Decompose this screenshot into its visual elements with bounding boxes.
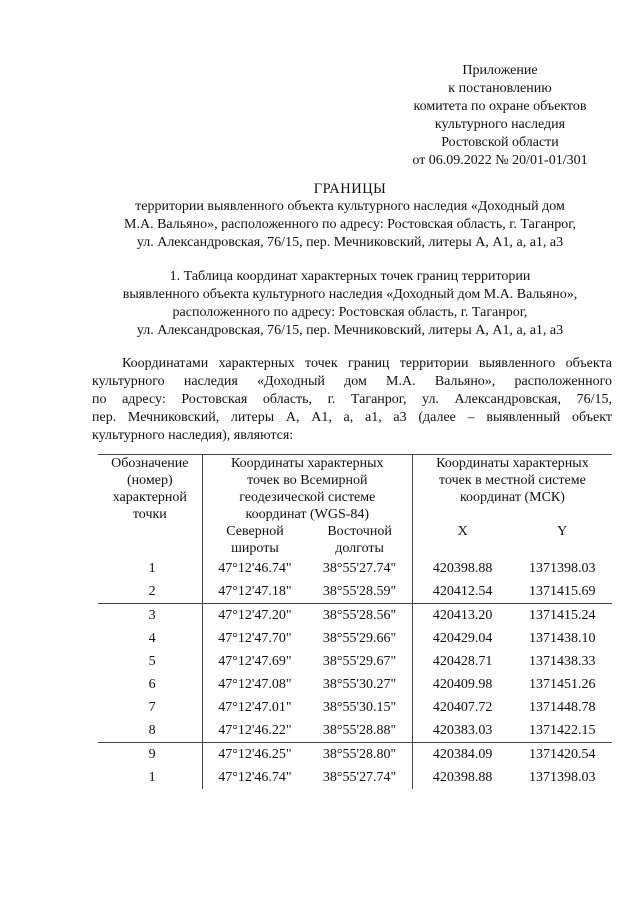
intro-paragraph	[92, 355, 612, 445]
paragraph-line: культурного наследия «Доходный дом М.А. Вальяно», расположенного	[92, 374, 612, 389]
table-row: 3 47°12'47.20" 38°55'28.56" 420413.20 1371415.24	[98, 604, 612, 628]
section-line: выявленного объекта культурного наследия «Доходный дом М.А. Вальяно»,	[122, 287, 578, 302]
header-wgs: Координаты характерных точек во Всемирной геодезической системе координат (WGS-84)	[202, 455, 412, 524]
header-designation: Обозначение (номер) характерной точки	[98, 455, 202, 558]
table-row: 7 47°12'47.01" 38°55'30.15" 420407.72 1371448.78	[98, 696, 612, 719]
header-msk: Координаты характерных точек в местной системе координат (МСК)	[412, 455, 612, 524]
appendix-line: комитета по охране объектов	[413, 99, 587, 114]
document-title	[60, 180, 640, 252]
subheader-x: X	[457, 524, 468, 539]
paragraph-line: пер. Мечниковский, литеры А, А1, а, а1, а3 (далее – выявленный объект	[92, 410, 612, 425]
appendix-block	[380, 62, 620, 170]
subheader-y: Y	[557, 524, 568, 539]
section-heading	[60, 268, 640, 340]
paragraph-line: культурного наследия), являются:	[92, 428, 294, 443]
appendix-line: к постановлению	[448, 81, 552, 96]
table-row: 1 47°12'46.74" 38°55'27.74" 420398.88 1371398.03	[98, 766, 612, 789]
coordinates-table	[98, 454, 612, 789]
paragraph-line: Координатами характерных точек границ территории выявленного объекта	[122, 356, 612, 371]
table-row: 5 47°12'47.69" 38°55'29.67" 420428.71 1371438.33	[98, 650, 612, 673]
table-row: 9 47°12'46.25" 38°55'28.80" 420384.09 1371420.54	[98, 743, 612, 767]
table-row: 1 47°12'46.74" 38°55'27.74" 420398.88 1371398.03	[98, 557, 612, 580]
title-heading: ГРАНИЦЫ	[313, 181, 387, 197]
title-line: ул. Александровская, 76/15, пер. Мечниковский, литеры А, А1, а, а1, а3	[136, 235, 564, 250]
section-line: расположенного по адресу: Ростовская область, г. Таганрог,	[172, 305, 528, 320]
title-line: М.А. Вальяно», расположенного по адресу: Ростовская область, г. Таганрог,	[124, 217, 576, 232]
paragraph-line: по адресу: Ростовская область, г. Таганрог, ул. Александровская, 76/15,	[92, 392, 612, 407]
table-row: 8 47°12'46.22" 38°55'28.88" 420383.03 1371422.15	[98, 719, 612, 743]
appendix-line: от 06.09.2022 № 20/01-01/301	[412, 153, 588, 168]
table-row: 2 47°12'47.18" 38°55'28.59" 420412.54 1371415.69	[98, 580, 612, 604]
appendix-line: Приложение	[462, 63, 538, 78]
title-line: территории выявленного объекта культурного наследия «Доходный дом	[135, 199, 565, 214]
table-header-row	[98, 455, 612, 524]
subheader-lon: Восточной долготы	[307, 523, 412, 557]
appendix-line: Ростовской области	[441, 135, 559, 150]
section-line: 1. Таблица координат характерных точек границ территории	[169, 269, 531, 284]
table-row: 4 47°12'47.70" 38°55'29.66" 420429.04 1371438.10	[98, 627, 612, 650]
table-row: 6 47°12'47.08" 38°55'30.27" 420409.98 1371451.26	[98, 673, 612, 696]
section-line: ул. Александровская, 76/15, пер. Мечниковский, литеры А, А1, а, а1, а3	[136, 323, 564, 338]
subheader-lat: Северной широты	[226, 524, 284, 556]
appendix-line: культурного наследия	[434, 117, 566, 132]
